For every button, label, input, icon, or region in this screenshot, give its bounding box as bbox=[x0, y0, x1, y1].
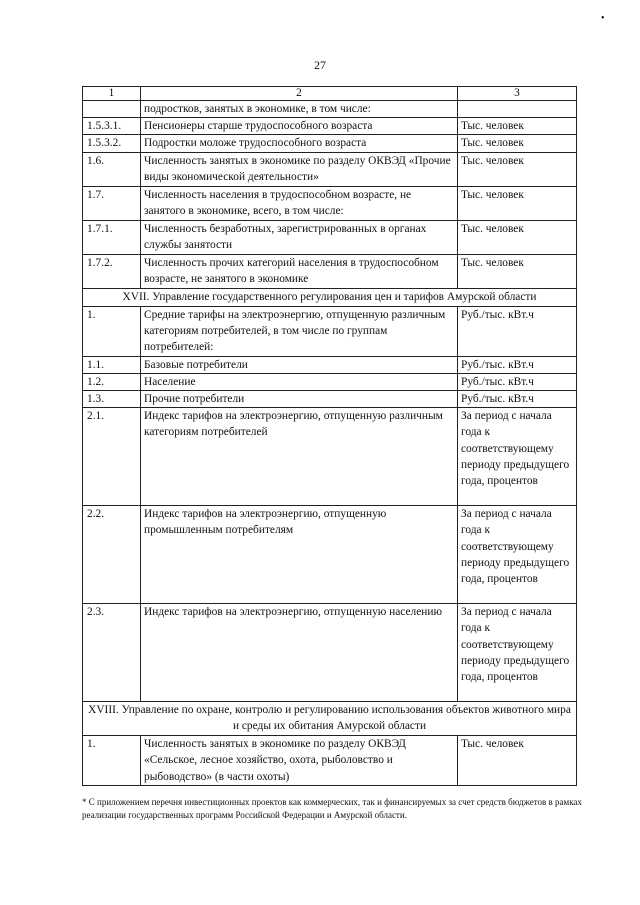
table-row bbox=[83, 306, 577, 356]
page-number: 27 bbox=[314, 58, 326, 72]
table-row bbox=[83, 391, 577, 408]
row-unit: За период с начала года к соответствующему периоду предыдущего года, процентов bbox=[458, 408, 577, 506]
row-unit: Тыс. человек bbox=[458, 736, 577, 786]
row-number: 1. bbox=[83, 736, 141, 786]
section-row bbox=[83, 702, 577, 736]
row-unit: Руб./тыс. кВт.ч bbox=[458, 391, 577, 408]
section-row bbox=[83, 288, 577, 306]
header-col-2: 2 bbox=[141, 87, 458, 101]
table-row bbox=[83, 220, 577, 254]
row-unit: За период с начала года к соответствующему периоду предыдущего года, процентов bbox=[458, 506, 577, 604]
row-indicator: подростков, занятых в экономике, в том числе: bbox=[141, 101, 458, 118]
row-unit bbox=[458, 101, 577, 118]
row-number: 1.7. bbox=[83, 186, 141, 220]
scan-dot: • bbox=[601, 13, 605, 24]
row-number: 1.5.3.1. bbox=[83, 118, 141, 135]
row-indicator: Прочие потребители bbox=[141, 391, 458, 408]
header-col-3: 3 bbox=[458, 87, 577, 101]
table-row bbox=[83, 736, 577, 786]
row-indicator: Индекс тарифов на электроэнергию, отпущенную различным категориям потребителей bbox=[141, 408, 458, 506]
row-unit: Руб./тыс. кВт.ч bbox=[458, 373, 577, 390]
row-number: 1. bbox=[83, 306, 141, 356]
table-row bbox=[83, 373, 577, 390]
row-unit: Тыс. человек bbox=[458, 220, 577, 254]
row-number: 2.3. bbox=[83, 604, 141, 702]
row-unit: Тыс. человек bbox=[458, 254, 577, 288]
row-unit: За период с начала года к соответствующему периоду предыдущего года, процентов bbox=[458, 604, 577, 702]
row-indicator: Подростки моложе трудоспособного возраста bbox=[141, 135, 458, 152]
row-indicator: Численность занятых в экономике по разделу ОКВЭД «Прочие виды экономической деятельности» bbox=[141, 152, 458, 186]
row-indicator: Индекс тарифов на электроэнергию, отпущенную населению bbox=[141, 604, 458, 702]
row-number: 1.1. bbox=[83, 356, 141, 373]
table-row bbox=[83, 118, 577, 135]
indicators-table bbox=[82, 86, 577, 786]
table-row bbox=[83, 135, 577, 152]
row-number: 1.7.1. bbox=[83, 220, 141, 254]
table-row bbox=[83, 152, 577, 186]
row-unit: Тыс. человек bbox=[458, 186, 577, 220]
row-number: 2.2. bbox=[83, 506, 141, 604]
table-row bbox=[83, 604, 577, 702]
row-number: 1.7.2. bbox=[83, 254, 141, 288]
row-number: 2.1. bbox=[83, 408, 141, 506]
row-number bbox=[83, 101, 141, 118]
row-indicator: Базовые потребители bbox=[141, 356, 458, 373]
row-unit: Тыс. человек bbox=[458, 152, 577, 186]
section-heading: XVIII. Управление по охране, контролю и регулированию использования объектов животного мира и среды их обитания Амурской области bbox=[83, 702, 577, 736]
row-indicator: Численность прочих категорий населения в трудоспособном возрасте, не занятого в экономике bbox=[141, 254, 458, 288]
table-row bbox=[83, 186, 577, 220]
table-row bbox=[83, 408, 577, 506]
row-indicator: Население bbox=[141, 373, 458, 390]
section-heading: XVII. Управление государственного регулирования цен и тарифов Амурской области bbox=[83, 288, 577, 306]
row-unit: Руб./тыс. кВт.ч bbox=[458, 306, 577, 356]
header-col-1: 1 bbox=[83, 87, 141, 101]
row-indicator: Средние тарифы на электроэнергию, отпущенную различным категориям потребителей, в том числе по группам потребителей: bbox=[141, 306, 458, 356]
row-unit: Руб./тыс. кВт.ч bbox=[458, 356, 577, 373]
footnote-text: * С приложением перечня инвестиционных проектов как коммерческих, так и финансируемых за счет средств бюджетов в рамках реализации государственных программ Российской Федерации и Амурской области. bbox=[82, 797, 582, 820]
row-indicator: Численность населения в трудоспособном возрасте, не занятого в экономике, всего, в том числе: bbox=[141, 186, 458, 220]
row-unit: Тыс. человек bbox=[458, 135, 577, 152]
table-row bbox=[83, 101, 577, 118]
row-indicator: Пенсионеры старше трудоспособного возраста bbox=[141, 118, 458, 135]
row-indicator: Численность занятых в экономике по разделу ОКВЭД «Сельское, лесное хозяйство, охота, рыболовство и рыбоводство» (в части охоты) bbox=[141, 736, 458, 786]
table-row bbox=[83, 254, 577, 288]
row-number: 1.6. bbox=[83, 152, 141, 186]
table-header-row bbox=[83, 87, 577, 101]
table-row bbox=[83, 356, 577, 373]
row-indicator: Индекс тарифов на электроэнергию, отпущенную промышленным потребителям bbox=[141, 506, 458, 604]
table-row bbox=[83, 506, 577, 604]
row-number: 1.5.3.2. bbox=[83, 135, 141, 152]
row-number: 1.3. bbox=[83, 391, 141, 408]
footnote bbox=[82, 796, 582, 822]
row-unit: Тыс. человек bbox=[458, 118, 577, 135]
row-number: 1.2. bbox=[83, 373, 141, 390]
row-indicator: Численность безработных, зарегистрированных в органах службы занятости bbox=[141, 220, 458, 254]
